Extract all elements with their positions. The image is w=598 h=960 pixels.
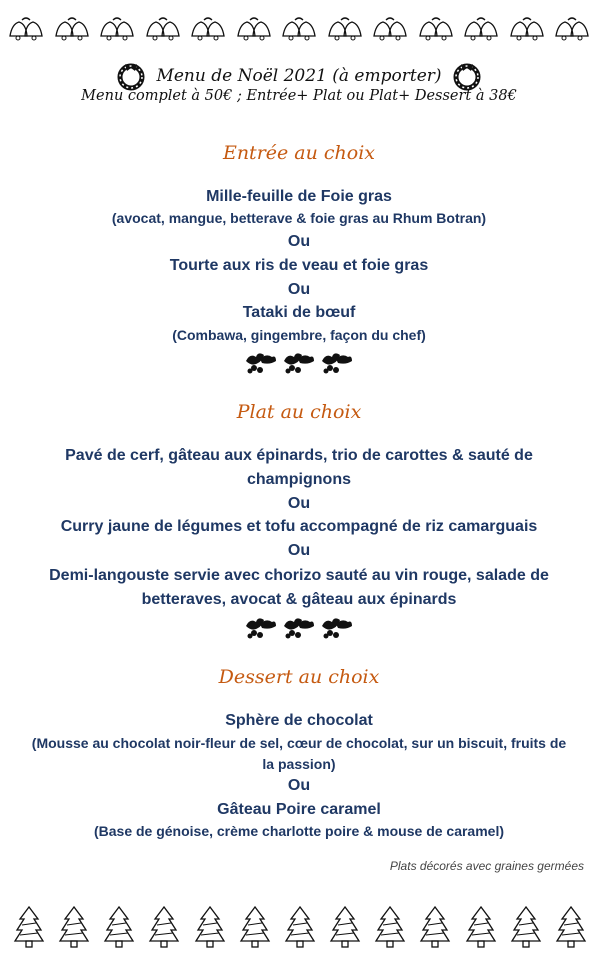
holly-icon — [282, 614, 316, 640]
bell-icon — [552, 14, 592, 44]
plat-item-3-line-1: Demi-langouste servie avec chorizo sauté au vin rouge, salade de — [49, 567, 549, 584]
bell-icon — [6, 14, 46, 44]
christmas-tree-icon — [238, 905, 272, 949]
bell-icon — [507, 14, 547, 44]
menu-header — [0, 56, 598, 104]
christmas-tree-icon — [418, 905, 452, 949]
plat-ou-1: Ou — [287, 495, 311, 512]
bell-icon — [461, 14, 501, 44]
dessert-item-2: Gâteau Poire caramel — [217, 801, 381, 818]
dessert-item-2-description: (Base de génoise, crème charlotte poire & mouse de caramel) — [93, 823, 505, 839]
bell-icon — [325, 14, 365, 44]
entree-item-3-description: (Combawa, gingembre, façon du chef) — [172, 327, 426, 343]
dessert-item-1-description-line-1: (Mousse au chocolat noir-fleur de sel, cœur de chocolat, sur un biscuit, fruits de — [31, 735, 567, 751]
footer-note: Plats décorés avec graines germées — [389, 859, 584, 873]
bell-icon — [188, 14, 228, 44]
holly-divider — [0, 614, 598, 640]
plat-ou-2: Ou — [287, 542, 311, 559]
bell-icon — [279, 14, 319, 44]
plat-item-1-line-1: Pavé de cerf, gâteau aux épinards, trio de carottes & sauté de — [65, 447, 533, 464]
holly-icon — [320, 614, 354, 640]
holly-icon — [244, 349, 278, 375]
entree-heading: Entrée au choix — [222, 142, 376, 164]
christmas-tree-icon — [283, 905, 317, 949]
entree-ou-2: Ou — [287, 281, 311, 298]
trees-border — [12, 905, 588, 949]
entree-item-1: Mille-feuille de Foie gras — [206, 188, 392, 205]
menu-title: Menu de Noël 2021 (à emporter) — [156, 66, 442, 86]
plat-item-3-line-2: betteraves, avocat & gâteau aux épinards — [141, 591, 457, 608]
bell-icon — [143, 14, 183, 44]
dessert-item-1: Sphère de chocolat — [225, 712, 373, 729]
bell-icon — [234, 14, 274, 44]
christmas-tree-icon — [464, 905, 498, 949]
bell-icon — [416, 14, 456, 44]
entree-item-2: Tourte aux ris de veau et foie gras — [169, 257, 429, 274]
christmas-tree-icon — [509, 905, 543, 949]
holly-icon — [320, 349, 354, 375]
holly-divider — [0, 349, 598, 375]
menu-subtitle: Menu complet à 50€ ; Entrée+ Plat ou Plat+ Dessert à 38€ — [81, 88, 517, 104]
holly-icon — [282, 349, 316, 375]
holly-icon — [244, 614, 278, 640]
christmas-tree-icon — [328, 905, 362, 949]
bell-icon — [370, 14, 410, 44]
entree-ou-1: Ou — [287, 233, 311, 250]
dessert-heading: Dessert au choix — [218, 666, 380, 688]
bell-icon — [97, 14, 137, 44]
christmas-tree-icon — [147, 905, 181, 949]
christmas-tree-icon — [554, 905, 588, 949]
entree-item-1-description: (avocat, mangue, betterave & foie gras au Rhum Botran) — [111, 210, 487, 226]
dessert-item-1-description-line-2: la passion) — [262, 756, 336, 772]
plat-item-1-line-2: champignons — [246, 471, 351, 488]
bells-border — [6, 14, 592, 44]
christmas-tree-icon — [193, 905, 227, 949]
plat-item-2: Curry jaune de légumes et tofu accompagné de riz camarguais — [60, 518, 538, 535]
entree-item-3: Tataki de bœuf — [242, 304, 356, 321]
dessert-ou-1: Ou — [287, 777, 311, 794]
christmas-tree-icon — [102, 905, 136, 949]
christmas-tree-icon — [12, 905, 46, 949]
christmas-tree-icon — [373, 905, 407, 949]
plat-heading: Plat au choix — [236, 401, 362, 423]
christmas-tree-icon — [57, 905, 91, 949]
bell-icon — [52, 14, 92, 44]
